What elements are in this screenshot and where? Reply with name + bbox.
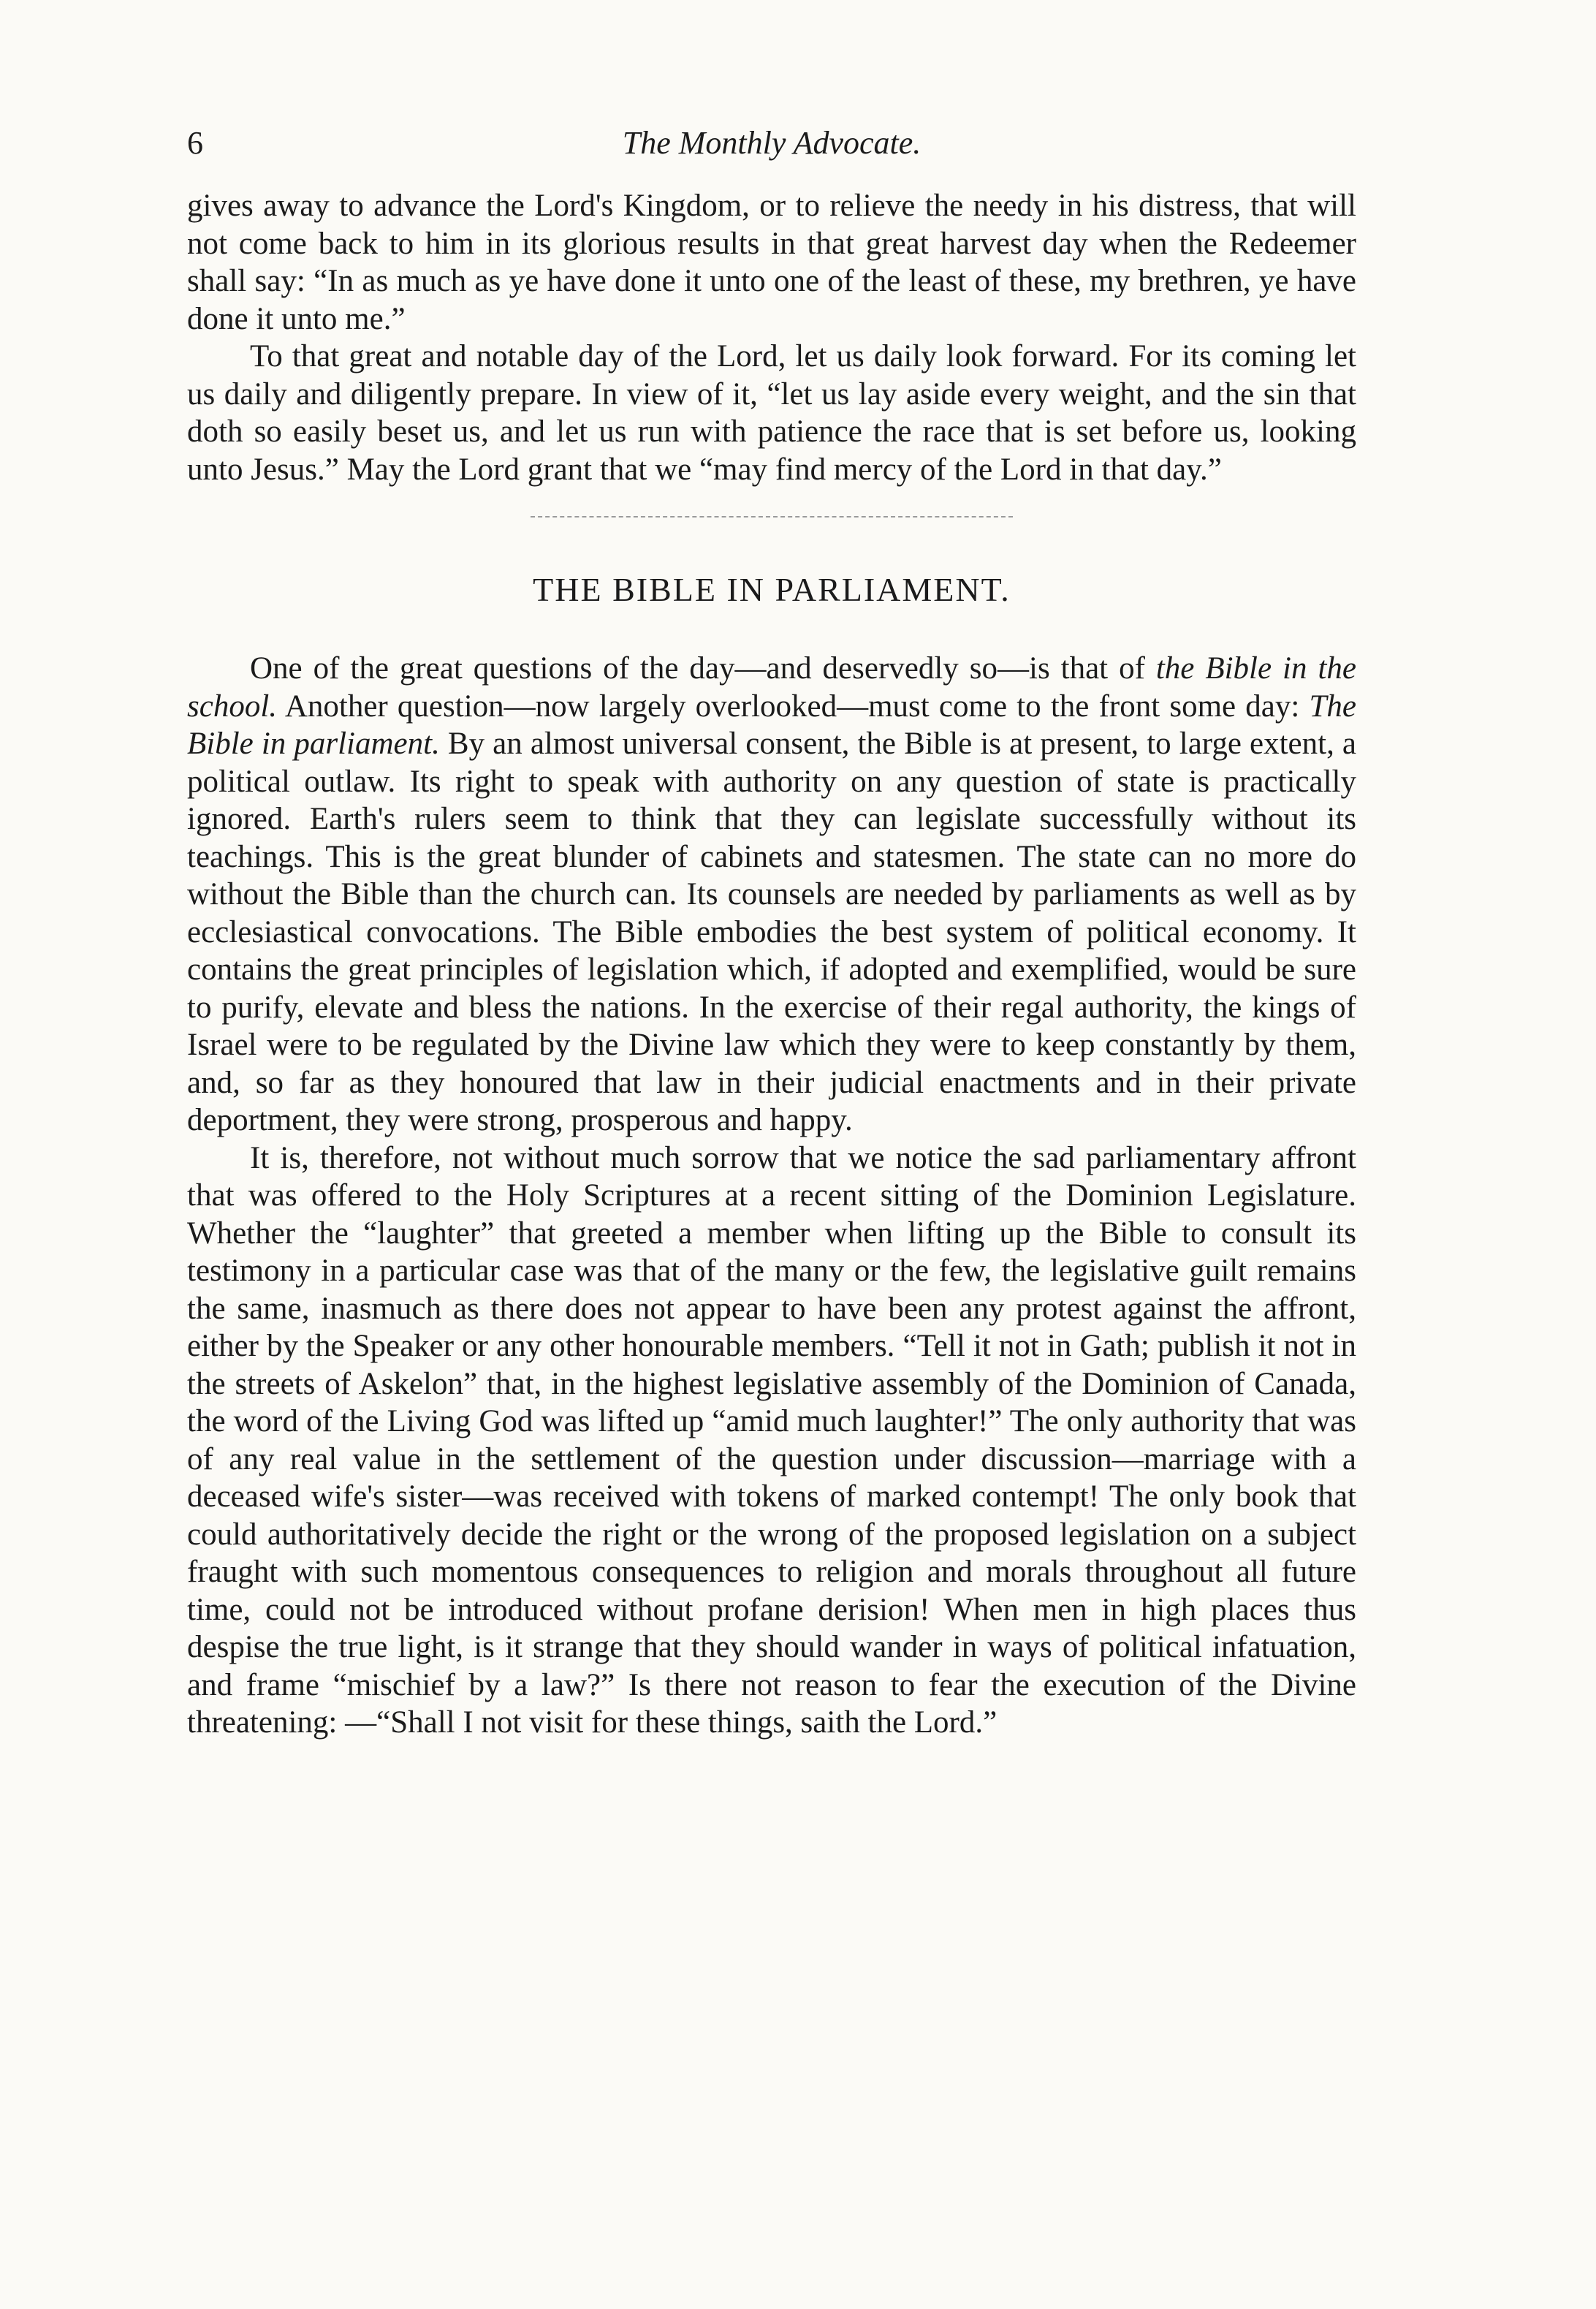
continued-text: [187, 187, 1356, 488]
article-p1-text-e: By an almost universal consent, the Bible is at present, to large extent, a political outlaw. Its right to speak with authority on any question of state is practically ignored. Earth's rulers seem to think that they can legislate successfully without its teachings. This is the great blunder of cabinets and statesmen. The state can no more do without the Bible than the church can. Its counsels are needed by parliaments as well as by ecclesiastical convocations. The Bible embodies the best system of political economy. It contains the great principles of legislation which, if adopted and exemplified, would be sure to purify, elevate and bless the nations. In the exercise of their regal authority, the kings of Israel were to be regulated by the Divine law which they were to keep constantly by them, and, so far as they honoured that law in their judicial enactments and in their private deportment, they were strong, prosperous and happy.: [187, 727, 1356, 1137]
article-p1-text-c: Another question—now largely overlooked—must come to the front some day:: [277, 689, 1310, 724]
article-paragraph-2: It is, therefore, not without much sorrow that we notice the sad parliamentary affront that was offered to the Holy Scriptures at a recent sitting of the Dominion Legislature. Whether the “laughter” that greeted a member when lifting up the Bible to consult its testimony in a particular case was that of the many or the few, the legislative guilt remains the same, inasmuch as there does not appear to have been any protest against the affront, either by the Speaker or any other honourable members. “Tell it not in Gath; publish it not in the streets of Askelon” that, in the highest legislative assembly of the Dominion of Canada, the word of the Living God was lifted up “amid much laughter!” The only authority that was of any real value in the settlement of the question under discussion—marriage with a deceased wife's sister—was received with tokens of marked contempt! The only book that could authoritatively decide the right or the wrong of the proposed legislation on a subject fraught with such momentous consequences to religion and morals throughout all future time, could not be introduced without profane derision! When men in high places thus despise the true light, is it strange that they should wander in ways of political infatuation, and frame “mischief by a law?” Is there not reason to fear the execution of the Divine threatening: —“Shall I not visit for these things, saith the Lord.”: [187, 1140, 1356, 1740]
article-body: [187, 650, 1356, 1742]
article-p1-text-a: One of the great questions of the day—and deservedly so—is that of: [250, 651, 1156, 686]
section-divider: [531, 516, 1013, 519]
running-head: [187, 115, 1356, 174]
page: [187, 115, 1356, 1742]
continued-paragraph-1: gives away to advance the Lord's Kingdom, or to relieve the needy in his distress, that will not come back to him in its glorious results in that great harvest day when the Redeemer shall say: “In as much as ye have done it unto one of the least of these, my brethren, ye have done it unto me.”: [187, 189, 1356, 336]
article-p1-italic-bible-in-parliament: The Bible in parliament.: [187, 689, 1356, 761]
article-paragraph-1: [187, 650, 1356, 1140]
article-title: THE BIBLE IN PARLIAMENT.: [533, 571, 1011, 608]
article-p1-italic-bible-in-school: the Bible in the school.: [187, 651, 1356, 724]
journal-title: The Monthly Advocate.: [622, 125, 922, 161]
page-number: 6: [187, 125, 203, 161]
continued-paragraph-2: To that great and notable day of the Lord, let us daily look forward. For its coming let us daily and diligently prepare. In view of it, “let us lay aside every weight, and the sin that doth so easily beset us, and let us run with patience the race that is set before us, looking unto Jesus.” May the Lord grant that we “may find mercy of the Lord in that day.”: [187, 339, 1356, 487]
